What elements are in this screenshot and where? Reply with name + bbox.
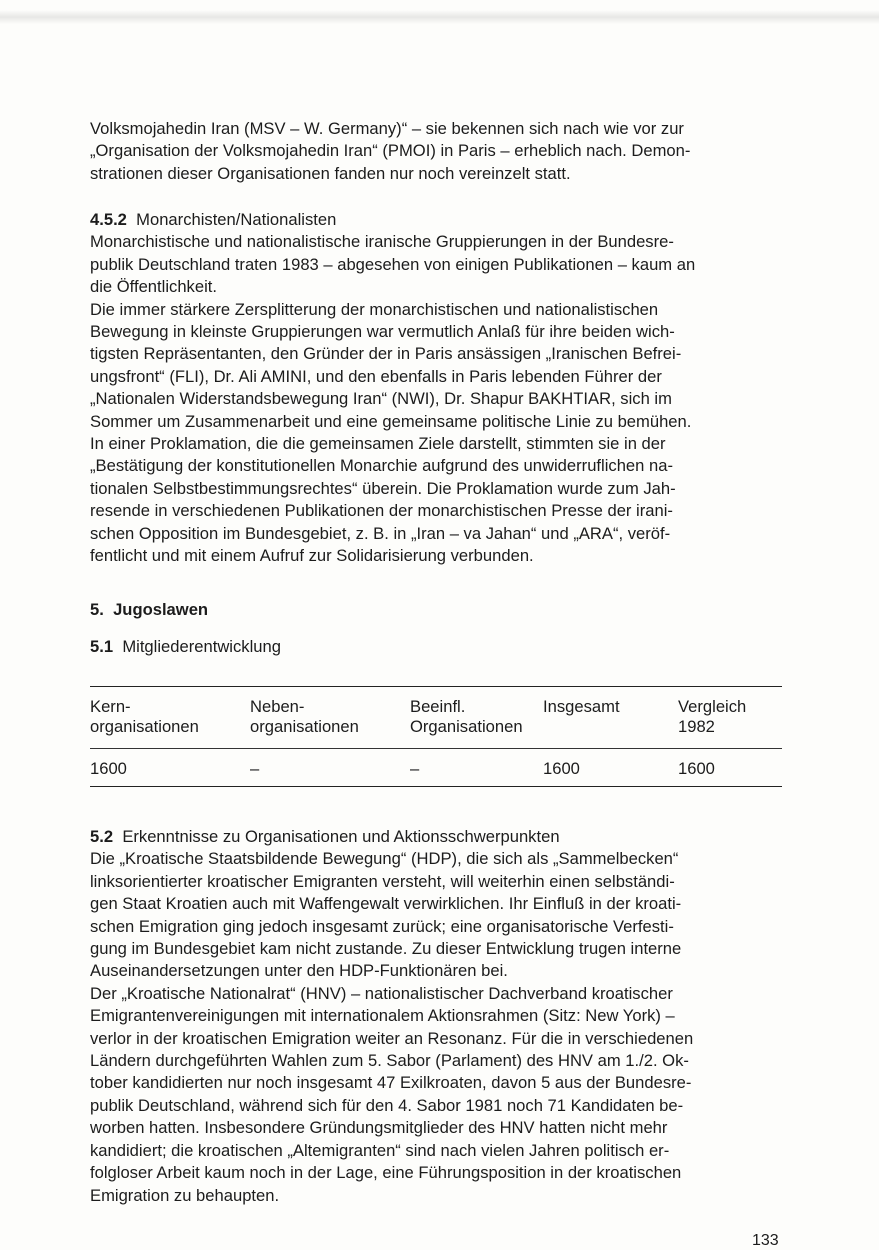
text-line: Emigrantenvereinigungen mit internationalem Aktionsrahmen (Sitz: New York) –	[90, 1006, 675, 1026]
text-line: gung im Bundesgebiet kam nicht zustande. Zu dieser Entwicklung trugen interne	[90, 939, 682, 959]
text-line: publik Deutschland, während sich für den 4. Sabor 1981 noch 71 Kandidaten be-	[90, 1095, 684, 1115]
section-title: Erkenntnisse zu Organisationen und Aktionsschwerpunkten	[122, 827, 560, 846]
text-line: ungsfront“ (FLI), Dr. Ali AMINI, und den ebenfalls in Paris lebenden Führer der	[90, 366, 662, 386]
text-line: Monarchistische und nationalistische iranische Gruppierungen in der Bundesre-	[90, 232, 674, 252]
table-cell: 1600	[90, 759, 127, 778]
section-title: Mitgliederentwicklung	[122, 637, 281, 656]
text-line: In einer Proklamation, die die gemeinsamen Ziele darstellt, stimmten sie in der	[90, 434, 666, 454]
header-cell-neben: Neben- organisationen	[250, 697, 359, 736]
header-cell-vergleich: Vergleich 1982	[678, 697, 747, 736]
text-line: schen Emigration ging jedoch insgesamt zurück; eine organisatorische Verfesti-	[90, 916, 674, 936]
text-line: Emigration zu behaupten.	[90, 1185, 280, 1205]
text-line: fentlicht und mit einem Aufruf zur Solidarisierung verbunden.	[90, 546, 534, 566]
text-line: publik Deutschland traten 1983 – abgesehen von einigen Publikationen – kaum an	[90, 254, 696, 274]
text-line: schen Opposition im Bundesgebiet, z. B. in „Iran – va Jahan“ und „ARA“, veröf-	[90, 523, 671, 543]
header-cell-insgesamt: Insgesamt	[543, 697, 620, 716]
section-number: 5.2	[90, 827, 114, 846]
text-line: Auseinandersetzungen unter den HDP-Funktionären bei.	[90, 961, 508, 981]
header-cell-kern: Kern- organisationen	[90, 697, 199, 736]
section-number: 4.5.2	[90, 210, 127, 229]
table-cell: 1600	[543, 759, 580, 778]
text-line: Die immer stärkere Zersplitterung der monarchistischen und nationalistischen	[90, 299, 659, 319]
section-5-1-heading	[90, 636, 782, 658]
table-header-rule	[90, 748, 782, 749]
intro-paragraph	[90, 118, 782, 185]
table-bottom-rule	[90, 786, 782, 787]
text-line: tober kandidierten nur noch insgesamt 47 Exilkroaten, davon 5 aus der Bundesre-	[90, 1073, 692, 1093]
section-number: 5.1	[90, 637, 114, 656]
text-line: tigsten Repräsentanten, den Gründer der in Paris ansässigen „Iranischen Befrei-	[90, 344, 682, 364]
table-cell: 1600	[678, 759, 715, 778]
section-title: Monarchisten/Nationalisten	[136, 210, 337, 229]
section-number: 5.	[90, 600, 104, 619]
text-line: Bewegung in kleinste Gruppierungen war vermutlich Anlaß für ihre beiden wich-	[90, 322, 675, 342]
table-cell: –	[250, 759, 260, 778]
section-5-heading	[90, 599, 782, 621]
text-line: „Organisation der Volksmojahedin Iran“ (PMOI) in Paris – erheblich nach. Demon-	[90, 141, 691, 161]
scan-top-band	[0, 10, 879, 24]
text-line: Ländern durchgeführten Wahlen zum 5. Sabor (Parlament) des HNV am 1./2. Ok-	[90, 1051, 689, 1071]
text-line: tionalen Selbstbestimmungsrechtes“ überein. Die Proklamation wurde zum Jah-	[90, 478, 676, 498]
text-line: resende in verschiedenen Publikationen der monarchistischen Presse der irani-	[90, 501, 673, 521]
text-line: Die „Kroatische Staatsbildende Bewegung“ (HDP), die sich als „Sammelbecken“	[90, 849, 679, 869]
text-line: worben hatten. Insbesondere Gründungsmitglieder des HNV hatten nicht mehr	[90, 1118, 668, 1138]
section-4-5-2	[90, 209, 782, 568]
text-line: kandidiert; die kroatischen „Altemigranten“ sind nach vielen Jahren politisch er-	[90, 1140, 670, 1160]
page-number: 133	[752, 1232, 779, 1249]
text-line: „Nationalen Widerstandsbewegung Iran“ (NWI), Dr. Shapur BAKHTIAR, sich im	[90, 389, 672, 409]
text-line: die Öffentlichkeit.	[90, 277, 217, 297]
text-line: Der „Kroatische Nationalrat“ (HNV) – nationalistischer Dachverband kroatischer	[90, 983, 673, 1003]
text-line: gen Staat Kroatien auch mit Waffengewalt verwirklichen. Ihr Einfluß in der kroati-	[90, 894, 682, 914]
text-line: folgloser Arbeit kaum noch in der Lage, eine Führungsposition in der kroatischen	[90, 1163, 682, 1183]
text-line: Sommer um Zusammenarbeit und eine gemeinsame politische Linie zu bemühen.	[90, 411, 692, 431]
section-title: Jugoslawen	[113, 600, 209, 619]
table-top-rule	[90, 686, 782, 687]
text-line: Volksmojahedin Iran (MSV – W. Germany)“ – sie bekennen sich nach wie vor zur	[90, 119, 684, 138]
text-line: verlor in der kroatischen Emigration weiter an Resonanz. Für die in verschiedenen	[90, 1028, 694, 1048]
section-heading	[90, 826, 782, 848]
section-heading	[90, 209, 782, 231]
text-line: „Bestätigung der konstitutionellen Monarchie aufgrund des unwiderruflichen na-	[90, 456, 673, 476]
section-5-2	[90, 826, 782, 1207]
header-cell-beeinfl: Beeinfl. Organisationen	[410, 697, 523, 736]
table-cell: –	[410, 759, 420, 778]
text-line: strationen dieser Organisationen fanden nur noch vereinzelt statt.	[90, 163, 571, 183]
text-line: linksorientierter kroatischer Emigranten versteht, will weiterhin einen selbständi-	[90, 871, 675, 891]
